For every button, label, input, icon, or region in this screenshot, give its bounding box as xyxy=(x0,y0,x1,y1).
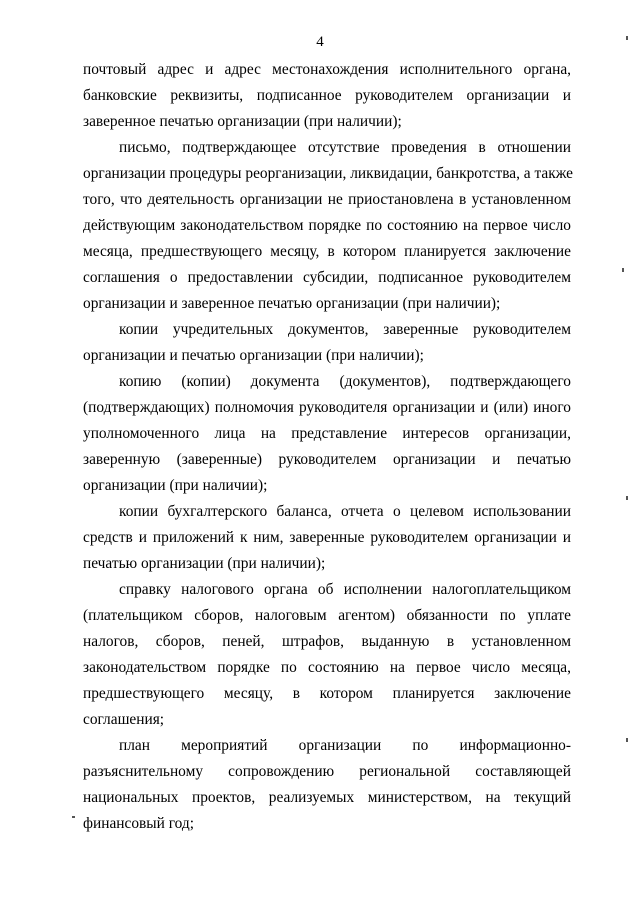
text-line: средств и приложений к ним, заверенные руководителем организации и xyxy=(83,529,571,546)
text-line: того, что деятельность организации не приостановлена в установленном xyxy=(83,191,571,208)
text-line: заверенное печатью организации (при наличии); xyxy=(83,113,402,130)
text-line: уполномоченного лица на представление интересов организации, xyxy=(83,425,571,442)
text-line: копии бухгалтерского баланса, отчета о целевом использовании xyxy=(119,503,571,520)
text-line: копию (копии) документа (документов), подтверждающего xyxy=(119,373,571,390)
text-line: (плательщиком сборов, налоговым агентом) обязанности по уплате xyxy=(83,607,571,624)
text-line: законодательством порядке по состоянию на первое число месяца, xyxy=(83,659,571,676)
text-line: национальных проектов, реализуемых министерством, на текущий xyxy=(83,789,571,806)
paragraph xyxy=(83,577,571,733)
text-line: почтовый адрес и адрес местонахождения исполнительного органа, xyxy=(83,61,571,78)
text-line: организации (при наличии); xyxy=(83,477,268,494)
text-line: письмо, подтверждающее отсутствие проведения в отношении xyxy=(119,139,571,156)
text-line: соглашения; xyxy=(83,711,165,728)
text-line: копии учредительных документов, заверенные руководителем xyxy=(119,321,571,338)
text-line: предшествующего месяцу, в котором планируется заключение xyxy=(83,685,571,702)
page-number: 4 xyxy=(316,34,324,50)
paragraph xyxy=(83,57,571,135)
paragraph xyxy=(83,499,571,577)
text-line: заверенную (заверенные) руководителем организации и печатью xyxy=(83,451,571,468)
paragraph xyxy=(83,733,571,837)
paragraph xyxy=(83,369,571,499)
scan-speck xyxy=(626,738,628,742)
document-body xyxy=(83,57,571,837)
text-line: (подтверждающих) полномочия руководителя организации и (или) иного xyxy=(83,399,571,416)
text-line: организации и печатью организации (при наличии); xyxy=(83,347,424,364)
text-line: разъяснительному сопровождению региональной составляющей xyxy=(83,763,571,780)
scan-speck xyxy=(72,816,75,818)
text-line: действующим законодательством порядке по состоянию на первое число xyxy=(83,217,571,234)
scan-speck xyxy=(626,496,628,500)
text-line: соглашения о предоставлении субсидии, подписанное руководителем xyxy=(83,269,571,286)
paragraph xyxy=(83,317,571,369)
text-line: организации и заверенное печатью организации (при наличии); xyxy=(83,295,501,312)
scan-speck xyxy=(622,268,624,272)
text-line: месяца, предшествующего месяцу, в котором планируется заключение xyxy=(83,243,571,260)
text-line: справку налогового органа об исполнении налогоплательщиком xyxy=(119,581,571,598)
text-line: план мероприятий организации по информационно- xyxy=(119,737,571,754)
paragraph xyxy=(83,135,571,317)
text-line: налогов, сборов, пеней, штрафов, выданную в установленном xyxy=(83,633,571,650)
text-line: печатью организации (при наличии); xyxy=(83,555,326,572)
text-line: организации процедуры реорганизации, ликвидации, банкротства, а также xyxy=(83,165,573,182)
text-line: банковские реквизиты, подписанное руководителем организации и xyxy=(83,87,571,104)
scan-speck xyxy=(626,36,628,40)
text-line: финансовый год; xyxy=(83,815,195,832)
